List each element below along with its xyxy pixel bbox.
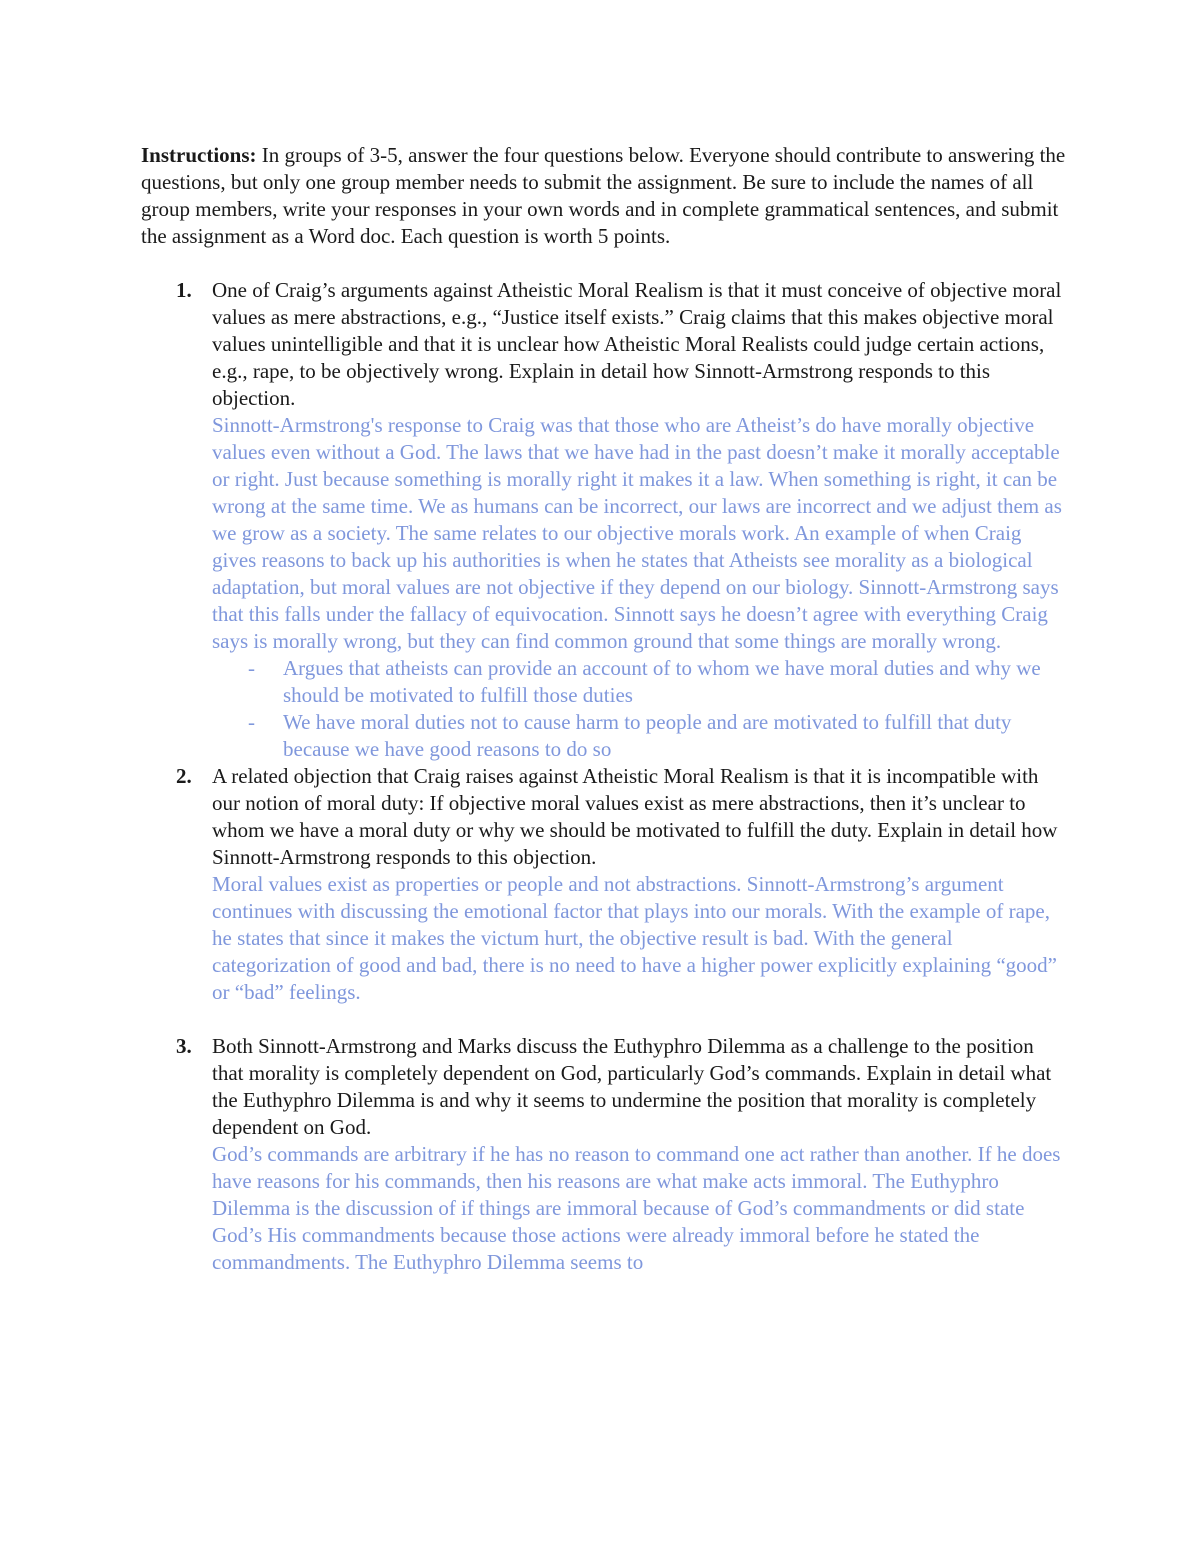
dash-icon: - (248, 656, 255, 680)
question-list (141, 277, 1066, 1276)
instructions-paragraph (141, 142, 1066, 250)
answer-bullet-text: Argues that atheists can provide an account of to whom we have moral duties and why we should be motivated to fulfill those duties (283, 656, 1041, 707)
question-item-1 (141, 277, 1066, 763)
answer-text: Moral values exist as properties or people and not abstractions. Sinnott-Armstrong’s argument continues with discussing the emotional factor that plays into our morals. With the example of rape, he states that since it makes the victum hurt, the objective result is bad. With the general categorization of good and bad, there is no need to have a higher power explicitly explaining “good” or “bad” feelings. (212, 872, 1057, 1004)
question-number: 2. (176, 764, 192, 788)
question-text: One of Craig’s arguments against Atheistic Moral Realism is that it must conceive of objective moral values as mere abstractions, e.g., “Justice itself exists.” Craig claims that this makes objective moral values unintelligible and that it is unclear how Atheistic Moral Realists could judge certain actions, e.g., rape, to be objectively wrong. Explain in detail how Sinnott-Armstrong responds to this objection. (212, 278, 1062, 410)
question-text: A related objection that Craig raises against Atheistic Moral Realism is that it is incompatible with our notion of moral duty: If objective moral values exist as mere abstractions, then it’s unclear to whom we have a moral duty or why we should be motivated to fulfill the duty. Explain in detail how Sinnott-Armstrong responds to this objection. (212, 764, 1058, 869)
question-number: 1. (176, 278, 192, 302)
instructions-label: Instructions: (141, 143, 257, 167)
question-item-2 (141, 763, 1066, 1033)
answer-bullet (212, 709, 1066, 763)
document-page (141, 142, 1066, 1276)
answer-bullet (212, 655, 1066, 709)
answer-text: Sinnott-Armstrong's response to Craig was that those who are Atheist’s do have morally objective values even without a God. The laws that we have had in the past doesn’t make it morally acceptable or right. Just because something is morally right it makes it a law. When something is right, it can be wrong at the same time. We as humans can be incorrect, our laws are incorrect and we adjust them as we grow as a society. The same relates to our objective morals work. An example of when Craig gives reasons to back up his authorities is when he states that Atheists see morality as a biological adaptation, but moral values are not objective if they depend on our biology. Sinnott-Armstrong says that this falls under the fallacy of equivocation. Sinnott says he doesn’t agree with everything Craig says is morally wrong, but they can find common ground that some things are morally wrong. (212, 413, 1062, 653)
answer-text: God’s commands are arbitrary if he has no reason to command one act rather than another. If he does have reasons for his commands, then his reasons are what make acts immoral. The Euthyphro Dilemma is the discussion of if things are immoral because of God’s commandments or did state God’s His commandments because those actions were already immoral before he stated the commandments. The Euthyphro Dilemma seems to (212, 1142, 1061, 1274)
answer-bullet-text: We have moral duties not to cause harm to people and are motivated to fulfill that duty because we have good reasons to do so (283, 710, 1012, 761)
dash-icon: - (248, 710, 255, 734)
question-number: 3. (176, 1034, 192, 1058)
paragraph-spacer (212, 1006, 1066, 1033)
question-item-3 (141, 1033, 1066, 1276)
question-text: Both Sinnott-Armstrong and Marks discuss the Euthyphro Dilemma as a challenge to the position that morality is completely dependent on God, particularly God’s commands. Explain in detail what the Euthyphro Dilemma is and why it seems to undermine the position that morality is completely dependent on God. (212, 1034, 1052, 1139)
instructions-text: In groups of 3-5, answer the four questions below. Everyone should contribute to answering the questions, but only one group member needs to submit the assignment. Be sure to include the names of all group members, write your responses in your own words and in complete grammatical sentences, and submit the assignment as a Word doc. Each question is worth 5 points. (141, 143, 1066, 248)
answer-bullet-list (212, 655, 1066, 763)
